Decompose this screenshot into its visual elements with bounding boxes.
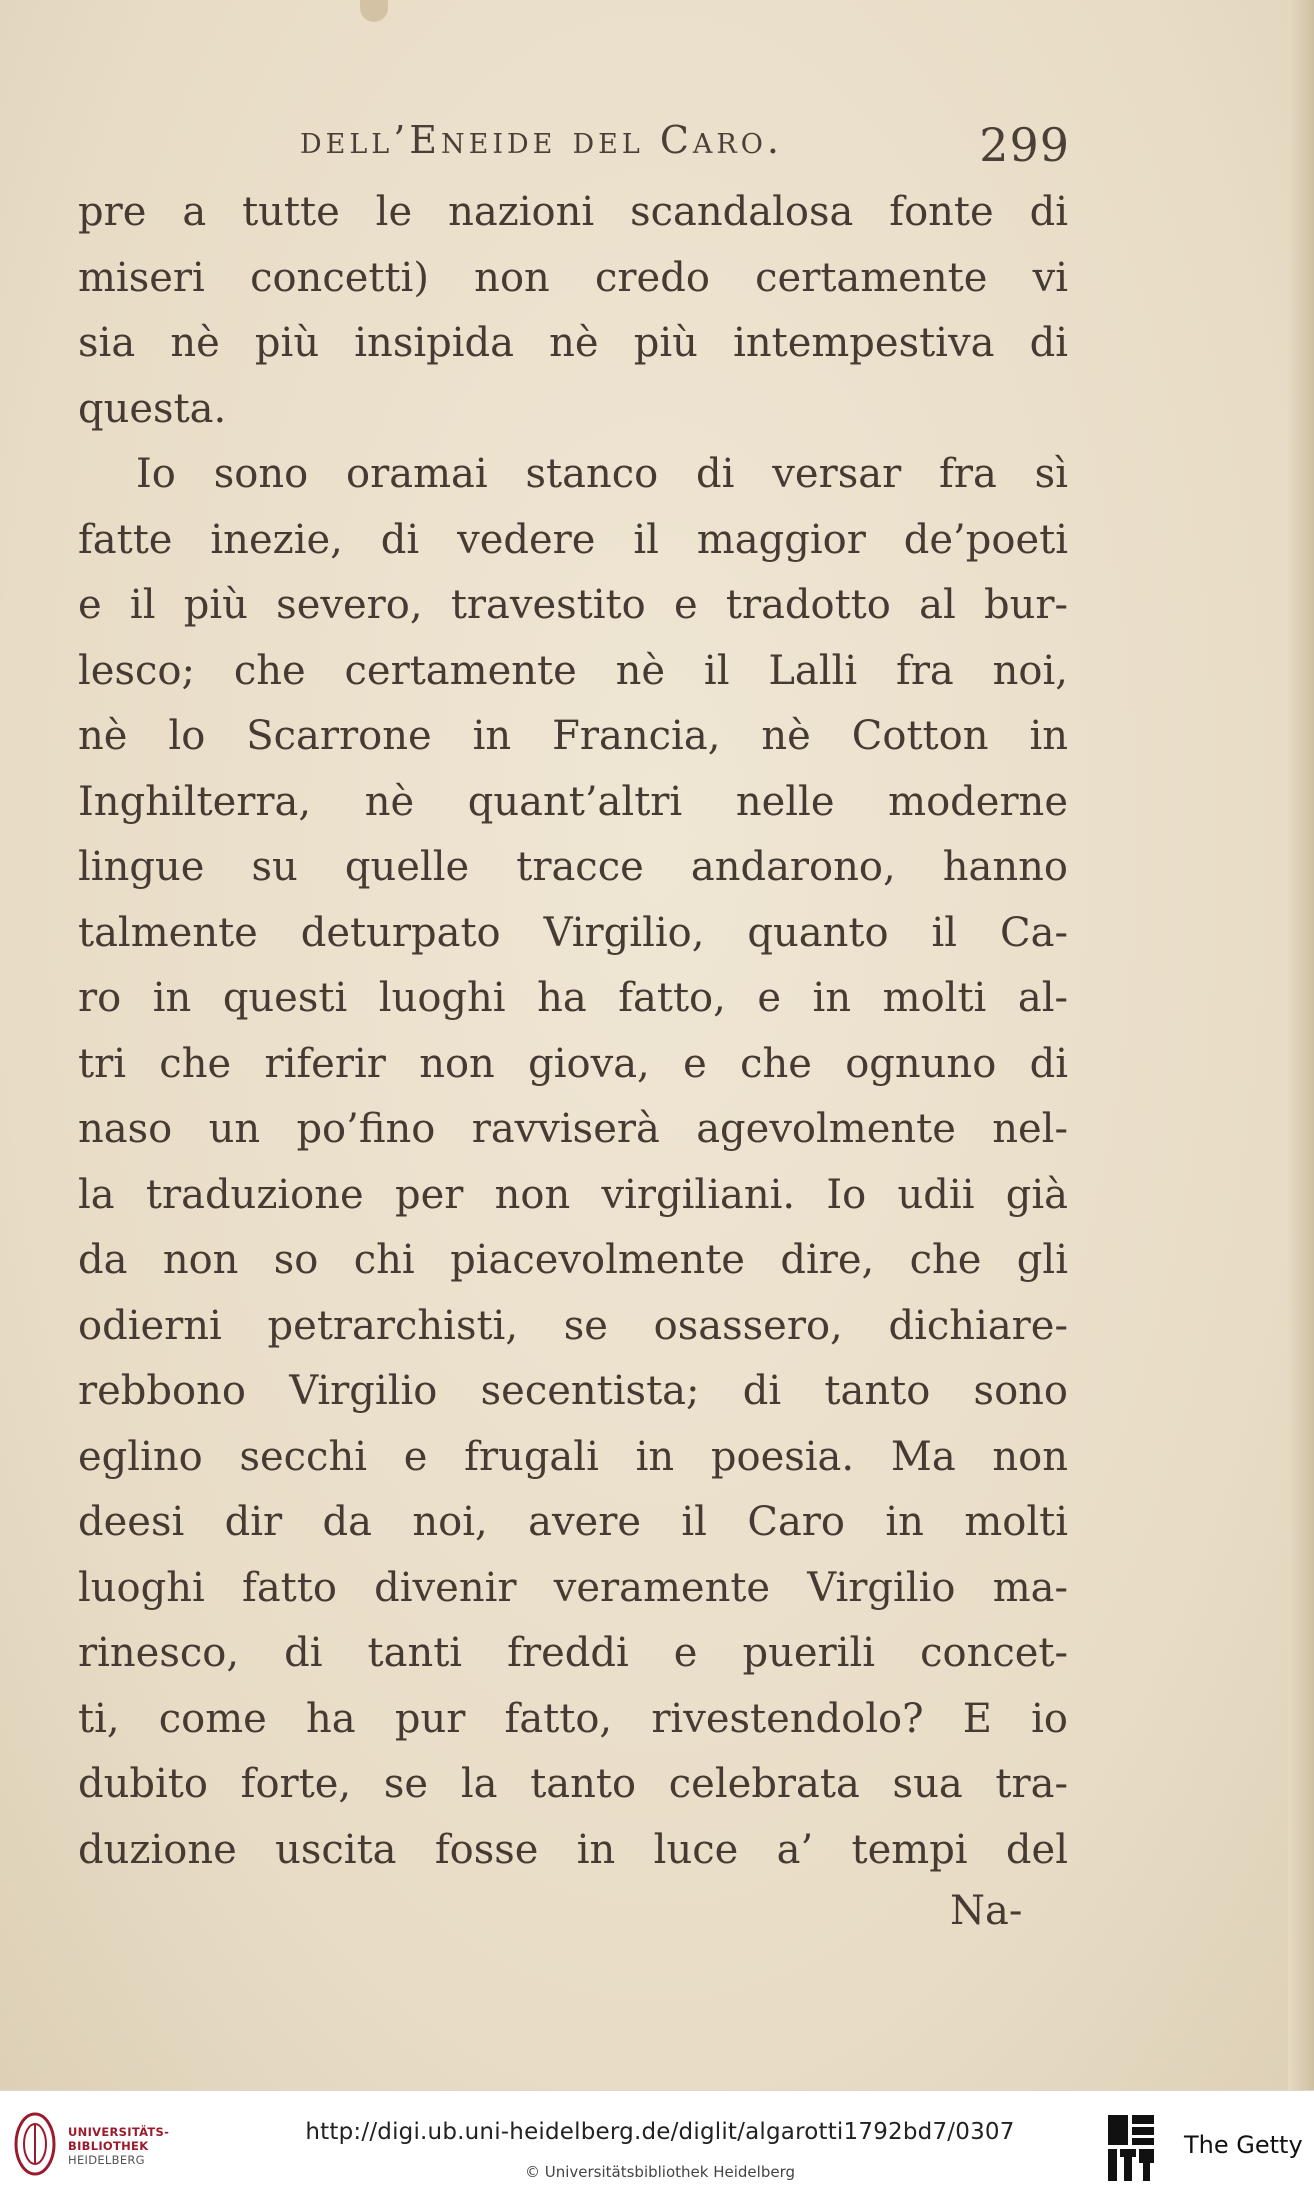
getty-logo-icon[interactable] xyxy=(1106,2113,1156,2183)
text-line: odierni petrarchisti, se osassero, dichiare- xyxy=(78,1302,1068,1349)
text-line: miseri concetti) non credo certamente vi xyxy=(78,254,1068,301)
text-line: naso un po’fino ravviserà agevolmente nel- xyxy=(78,1106,1068,1152)
copyright-notice: © Universitätsbibliothek Heidelberg xyxy=(524,2163,795,2181)
library-name-line: UNIVERSITÄTS- xyxy=(68,2125,170,2139)
text-line: rebbono Virgilio secentista; di tanto sono xyxy=(78,1368,1068,1414)
text-line: eglino secchi e frugali in poesia. Ma non xyxy=(78,1433,1068,1480)
text-line: lingue su quelle tracce andarono, hanno xyxy=(78,844,1068,890)
library-name-line: HEIDELBERG xyxy=(68,2153,145,2167)
viewer-footer xyxy=(0,2090,1314,2202)
library-name xyxy=(68,2125,169,2167)
library-logo[interactable] xyxy=(14,2105,174,2185)
text-line: dubito forte, se la tanto celebrata sua tra- xyxy=(78,1761,1068,1807)
catchword: Na- xyxy=(950,1888,1023,1934)
text-line: sia nè più insipida nè più intempestiva di xyxy=(78,320,1068,366)
text-line: da non so chi piacevolmente dire, che gli xyxy=(78,1237,1068,1283)
body-text xyxy=(78,180,1068,1883)
page-edge-shadow xyxy=(1288,0,1314,2090)
page-number: 299 xyxy=(979,118,1070,172)
paper-blemish xyxy=(360,0,388,22)
text-line: questa. xyxy=(78,385,227,432)
text-line: pre a tutte le nazioni scandalosa fonte di xyxy=(78,189,1068,235)
text-line: luoghi fatto divenir veramente Virgilio ma- xyxy=(78,1564,1068,1611)
text-line: talmente deturpato Virgilio, quanto il Ca- xyxy=(78,909,1068,956)
paragraph-start-line: Io sono oramai stanco di versar fra sì xyxy=(136,451,1068,497)
text-line: nè lo Scarrone in Francia, nè Cotton in xyxy=(78,713,1068,759)
library-seal-icon xyxy=(14,2111,56,2177)
text-line: Inghilterra, nè quant’altri nelle moderne xyxy=(78,778,1068,825)
text-line: fatte inezie, di vedere il maggior de’poeti xyxy=(78,516,1068,563)
running-head-title: dell’Eneide del Caro. xyxy=(300,118,783,162)
text-line: tri che riferir non giova, e che ognuno di xyxy=(78,1040,1068,1087)
permalink-url[interactable]: http://digi.ub.uni-heidelberg.de/diglit/algarotti1792bd7/0307 xyxy=(305,2119,1015,2145)
text-line: la traduzione per non virgiliani. Io udii già xyxy=(78,1171,1068,1218)
text-line: ro in questi luoghi ha fatto, e in molti al- xyxy=(78,975,1068,1021)
partner-name[interactable]: The Getty xyxy=(1184,2131,1303,2159)
text-line: rinesco, di tanti freddi e puerili concet- xyxy=(78,1630,1068,1676)
text-line: deesi dir da noi, avere il Caro in molti xyxy=(78,1499,1068,1545)
library-name-line: BIBLIOTHEK xyxy=(68,2139,149,2153)
text-line: e il più severo, travestito e tradotto al bur- xyxy=(78,582,1068,628)
text-line: duzione uscita fosse in luce a’ tempi del xyxy=(78,1826,1068,1873)
text-line: lesco; che certamente nè il Lalli fra noi, xyxy=(78,647,1068,694)
text-line: ti, come ha pur fatto, rivestendolo? E io xyxy=(78,1695,1068,1742)
running-head xyxy=(300,118,1070,174)
